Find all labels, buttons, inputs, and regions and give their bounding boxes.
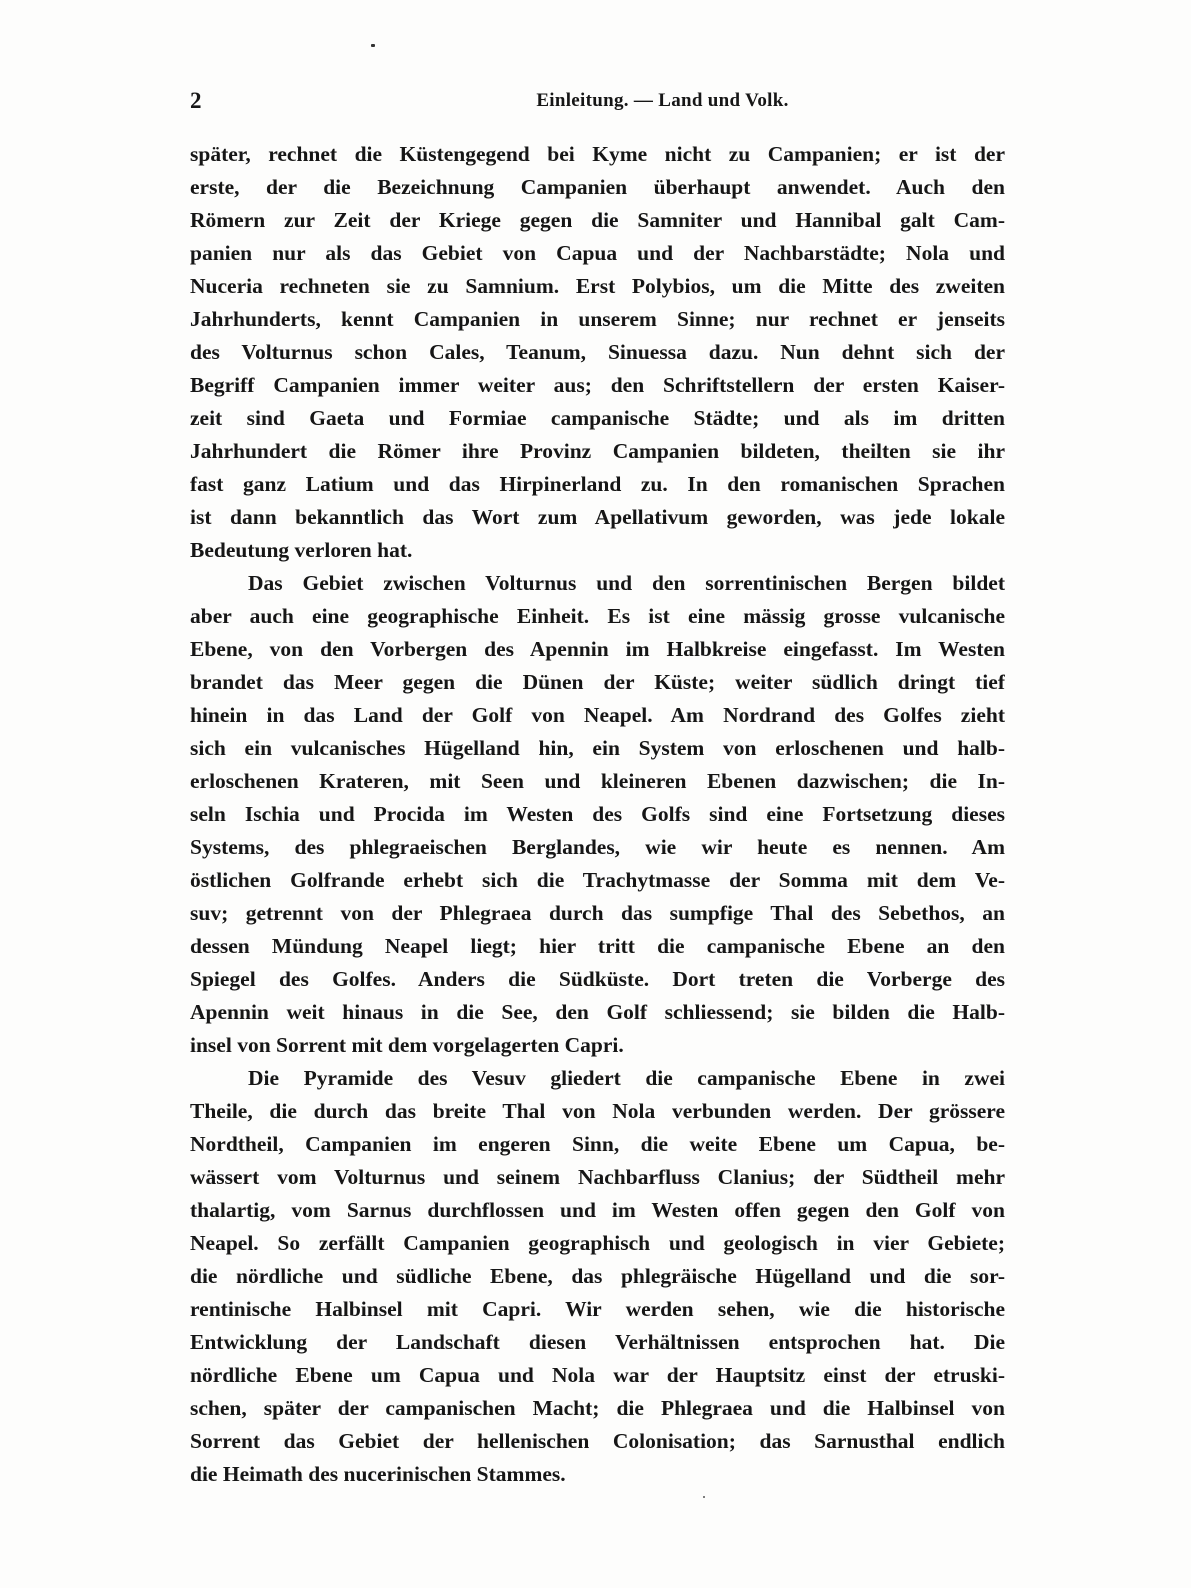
text-line: nördliche Ebene um Capua und Nola war der Hauptsitz einst der etruski- [190,1363,1005,1387]
text-line: Die Pyramide des Vesuv gliedert die campanische Ebene in zwei [248,1066,1005,1090]
text-line: Sorrent das Gebiet der hellenischen Colonisation; das Sarnusthal endlich [190,1429,1005,1453]
text-line: insel von Sorrent mit dem vorgelagerten Capri. [190,1033,624,1057]
text-line: Nuceria rechneten sie zu Samnium. Erst Polybios, um die Mitte des zweiten [190,274,1005,298]
text-line: Das Gebiet zwischen Volturnus und den sorrentinischen Bergen bildet [248,571,1005,595]
text-line: suv; getrennt von der Phlegraea durch das sumpfige Thal des Sebethos, an [190,901,1005,925]
ink-speck [703,1496,705,1498]
paragraph [190,567,1005,1062]
text-line: erste, der die Bezeichnung Campanien überhaupt anwendet. Auch den [190,175,1005,199]
page-header [190,88,1005,118]
body-text [190,138,1005,1491]
text-line: später, rechnet die Küstengegend bei Kyme nicht zu Campanien; er ist der [190,142,1005,166]
text-line: Römern zur Zeit der Kriege gegen die Samniter und Hannibal galt Cam- [190,208,1005,232]
text-line: Entwicklung der Landschaft diesen Verhältnissen entsprochen hat. Die [190,1330,1005,1354]
text-line: östlichen Golfrande erhebt sich die Trachytmasse der Somma mit dem Ve- [190,868,1005,892]
text-line: Jahrhunderts, kennt Campanien in unserem Sinne; nur rechnet er jenseits [190,307,1005,331]
text-line: Neapel. So zerfällt Campanien geographisch und geologisch in vier Gebiete; [190,1231,1005,1255]
text-line: zeit sind Gaeta und Formiae campanische Städte; und als im dritten [190,406,1005,430]
text-line: die Heimath des nucerinischen Stammes. [190,1462,566,1486]
text-line: schen, später der campanischen Macht; die Phlegraea und die Halbinsel von [190,1396,1005,1420]
text-line: brandet das Meer gegen die Dünen der Küste; weiter südlich dringt tief [190,670,1005,694]
paragraph [190,1062,1005,1491]
text-line: rentinische Halbinsel mit Capri. Wir werden sehen, wie die historische [190,1297,1005,1321]
page-number: 2 [190,88,202,113]
text-line: erloschenen Krateren, mit Seen und kleineren Ebenen dazwischen; die In- [190,769,1005,793]
text-line: Begriff Campanien immer weiter aus; den Schriftstellern der ersten Kaiser- [190,373,1005,397]
running-head: Einleitung. — Land und Volk. [536,90,789,111]
text-line: aber auch eine geographische Einheit. Es ist eine mässig grosse vulcanische [190,604,1005,628]
text-line: die nördliche und südliche Ebene, das phlegräische Hügelland und die sor- [190,1264,1005,1288]
text-line: sich ein vulcanisches Hügelland hin, ein System von erloschenen und halb- [190,736,1005,760]
text-line: dessen Mündung Neapel liegt; hier tritt die campanische Ebene an den [190,934,1005,958]
text-line: ist dann bekanntlich das Wort zum Apellativum geworden, was jede lokale [190,505,1005,529]
text-line: Bedeutung verloren hat. [190,538,413,562]
paragraph [190,138,1005,567]
text-line: des Volturnus schon Cales, Teanum, Sinuessa dazu. Nun dehnt sich der [190,340,1005,364]
text-line: seln Ischia und Procida im Westen des Golfs sind eine Fortsetzung dieses [190,802,1005,826]
text-line: Theile, die durch das breite Thal von Nola verbunden werden. Der grössere [190,1099,1005,1123]
text-line: Apennin weit hinaus in die See, den Golf schliessend; sie bilden die Halb- [190,1000,1005,1024]
text-line: Nordtheil, Campanien im engeren Sinn, die weite Ebene um Capua, be- [190,1132,1005,1156]
text-line: Spiegel des Golfes. Anders die Südküste. Dort treten die Vorberge des [190,967,1005,991]
ink-speck [371,44,375,47]
text-line: thalartig, vom Sarnus durchflossen und im Westen offen gegen den Golf von [190,1198,1005,1222]
text-line: fast ganz Latium und das Hirpinerland zu. In den romanischen Sprachen [190,472,1005,496]
text-line: panien nur als das Gebiet von Capua und der Nachbarstädte; Nola und [190,241,1005,265]
text-line: wässert vom Volturnus und seinem Nachbarfluss Clanius; der Südtheil mehr [190,1165,1005,1189]
text-line: hinein in das Land der Golf von Neapel. Am Nordrand des Golfes zieht [190,703,1005,727]
text-line: Jahrhundert die Römer ihre Provinz Campanien bildeten, theilten sie ihr [190,439,1005,463]
text-line: Systems, des phlegraeischen Berglandes, wie wir heute es nennen. Am [190,835,1005,859]
text-line: Ebene, von den Vorbergen des Apennin im Halbkreise eingefasst. Im Westen [190,637,1005,661]
